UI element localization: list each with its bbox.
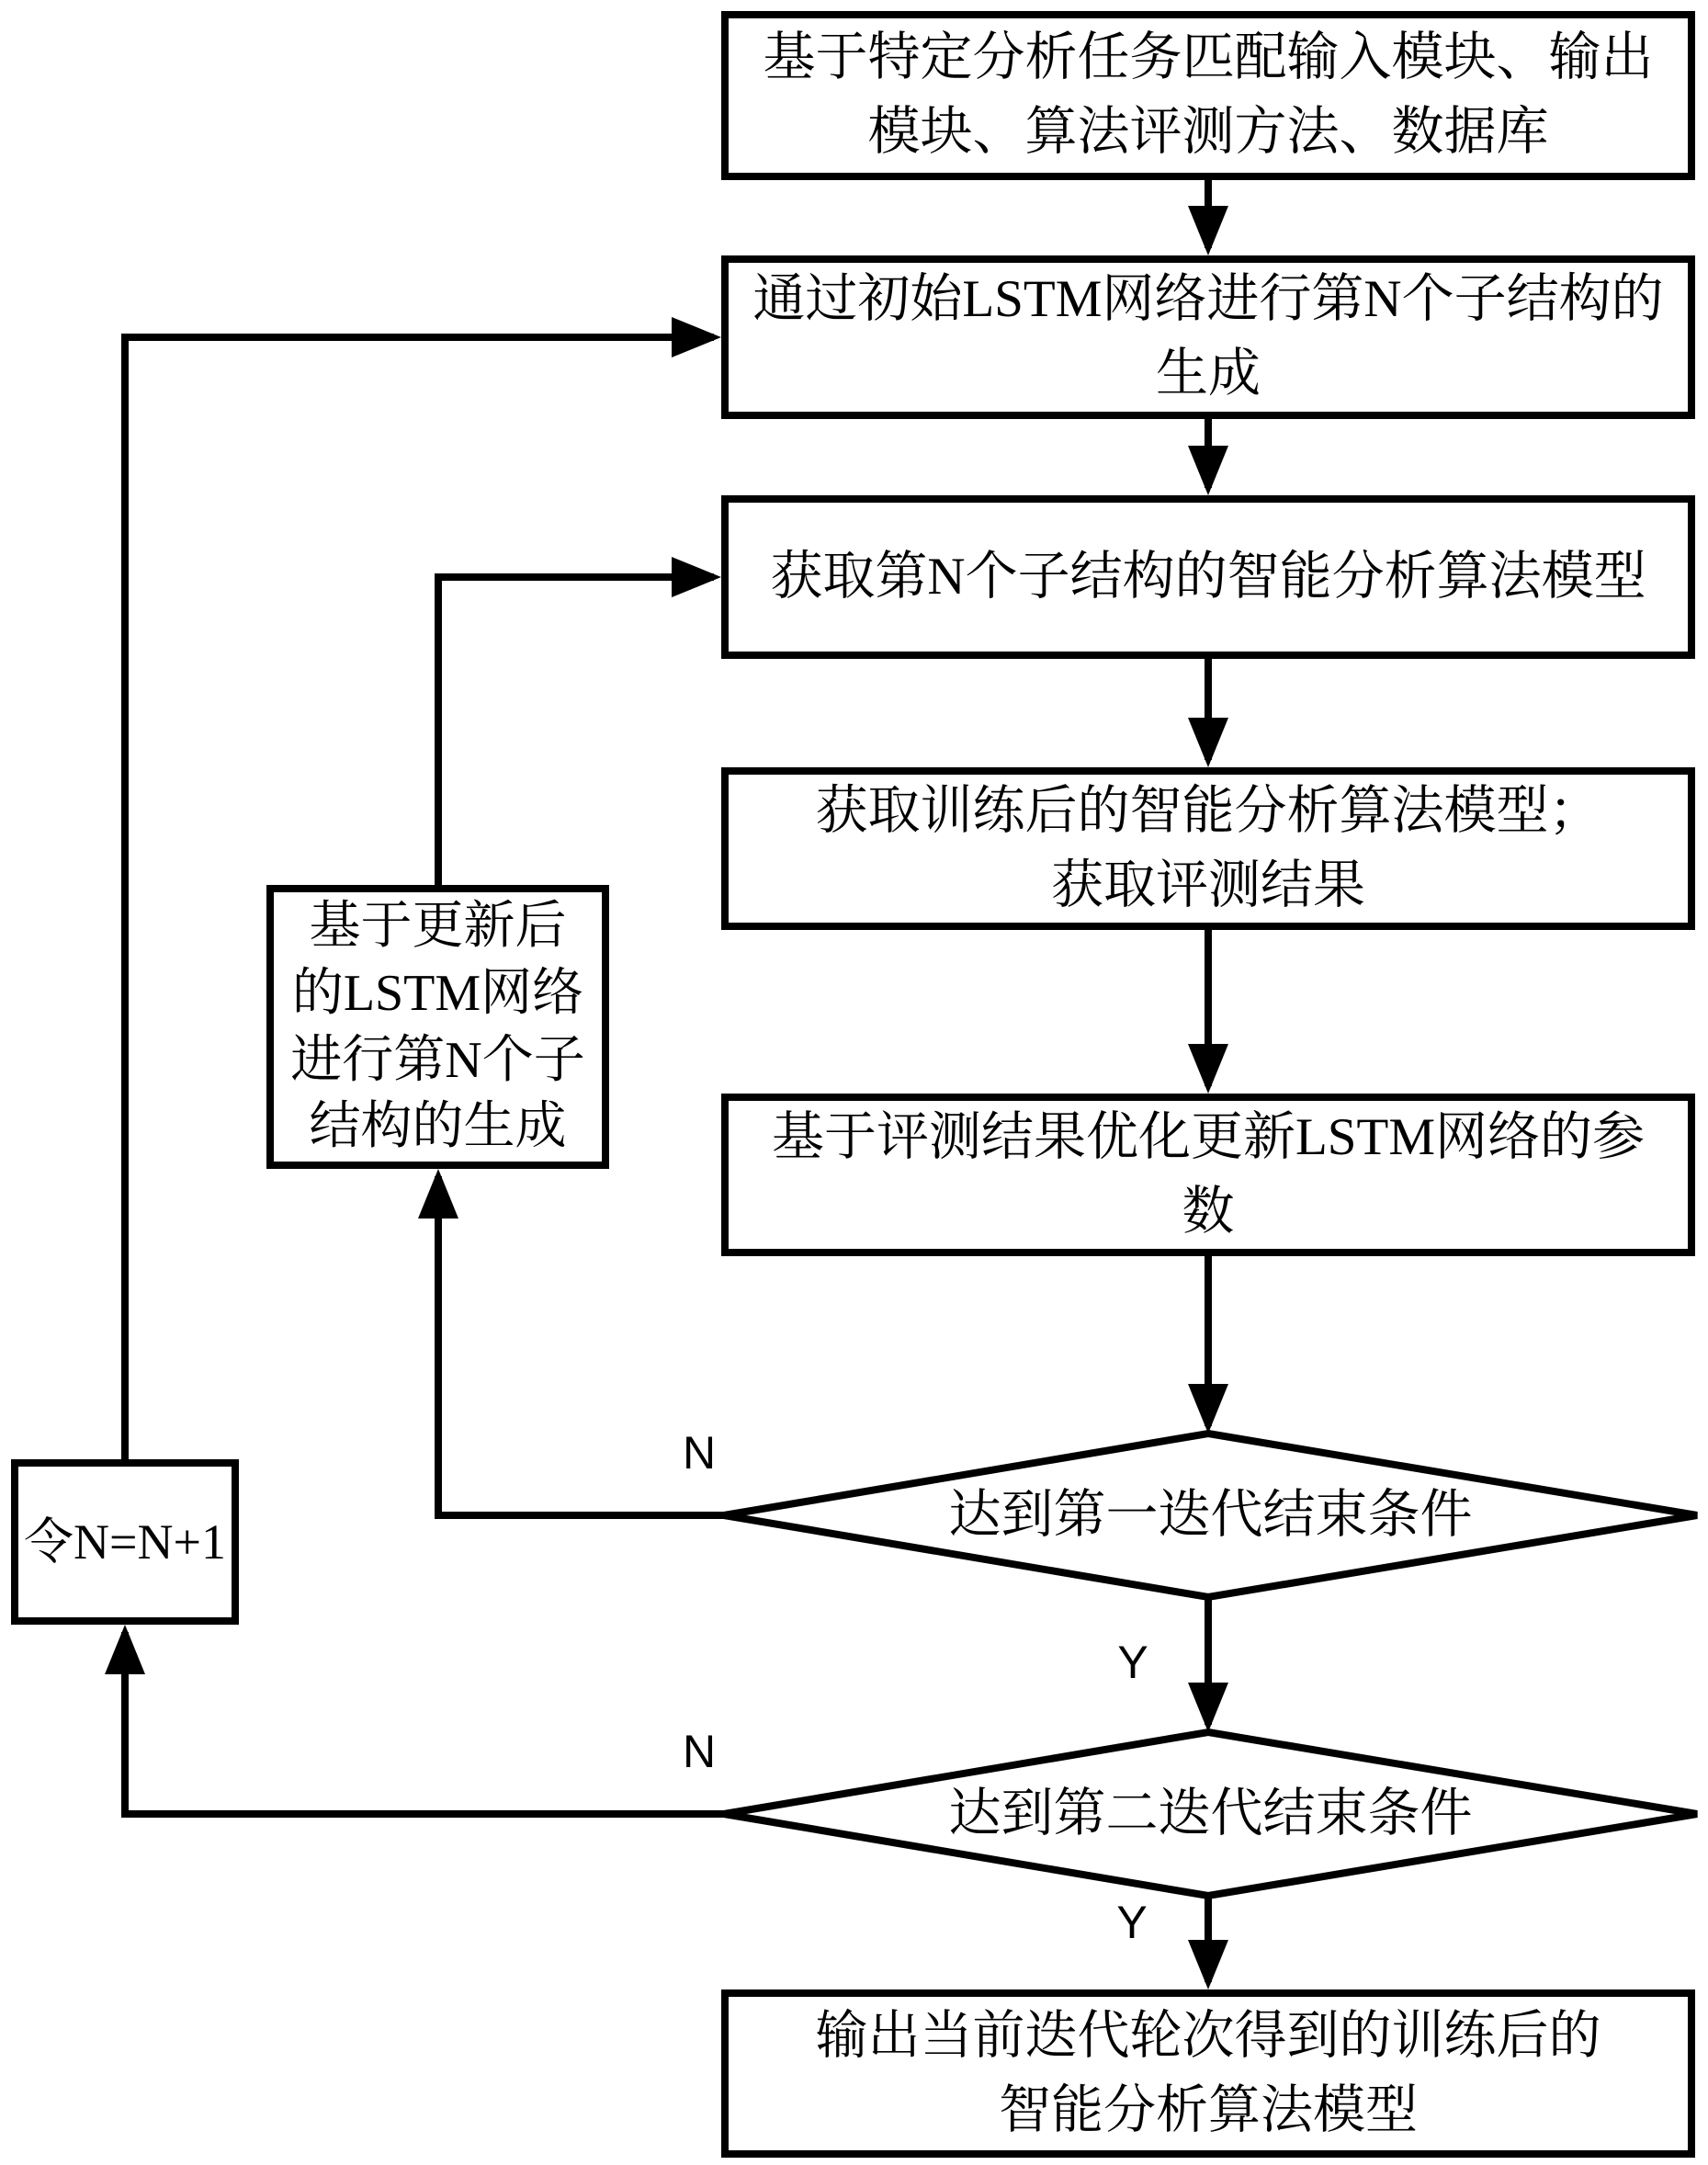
node-output-final-label: 输出当前迭代轮次得到的训练后的 智能分析算法模型 [815, 2006, 1601, 2139]
node-generate-initial-label: 通过初始LSTM网络进行第N个子结构的 生成 [752, 270, 1664, 402]
arrow-into-acquire-head [672, 557, 721, 597]
arrow-into-updated-box-head [418, 1169, 458, 1219]
node-check-first-label: 达到第一迭代结束条件 [948, 1485, 1473, 1544]
node-output-final [721, 1989, 1695, 2158]
label-check1-no: N [682, 1427, 717, 1479]
node-acquire-trained [721, 767, 1695, 930]
node-increment-n [11, 1459, 239, 1625]
node-generate-updated [266, 885, 609, 1169]
node-match-modules-label: 基于特定分析任务匹配输入模块、输出 模块、算法评测方法、数据库 [763, 28, 1654, 161]
node-acquire-model-label: 获取第N个子结构的智能分析算法模型 [770, 547, 1646, 606]
edge-check1-no-feedback [438, 1176, 724, 1515]
node-check-first [724, 1434, 1697, 1597]
label-check1-yes: Y [1117, 1637, 1148, 1688]
label-check2-yes: Y [1116, 1897, 1148, 1948]
node-match-modules [721, 11, 1695, 180]
edge-check2-no-feedback [125, 1632, 724, 1814]
arrow-acquire-to-trained-head [1188, 718, 1228, 767]
arrow-into-initial-head [672, 317, 721, 357]
label-check2-no: N [682, 1726, 717, 1777]
arrow-initial-to-acquire-head [1188, 446, 1228, 495]
arrow-match-to-initial-head [1188, 206, 1228, 255]
node-generate-updated-label: 基于更新后 的LSTM网络 进行第N个子 结构的生成 [290, 897, 585, 1156]
arrow-check2-to-output-head [1188, 1940, 1228, 1989]
node-check-second [724, 1732, 1697, 1896]
node-update-params [721, 1094, 1695, 1256]
node-update-params-label: 基于评测结果优化更新LSTM网络的参 数 [771, 1107, 1646, 1241]
node-check-second-label: 达到第二迭代结束条件 [948, 1784, 1473, 1842]
arrow-update-to-check1-head [1188, 1384, 1228, 1434]
node-increment-n-label: 令N=N+1 [24, 1513, 226, 1570]
node-acquire-trained-label: 获取训练后的智能分析算法模型； 获取评测结果 [815, 781, 1601, 914]
node-acquire-model [721, 495, 1695, 659]
arrow-trained-to-update-head [1188, 1044, 1228, 1094]
node-generate-initial [721, 255, 1695, 419]
edge-updated-to-acquire [438, 577, 714, 885]
arrow-into-increment-head [105, 1625, 145, 1674]
arrow-check1-to-check2-head [1188, 1683, 1228, 1732]
